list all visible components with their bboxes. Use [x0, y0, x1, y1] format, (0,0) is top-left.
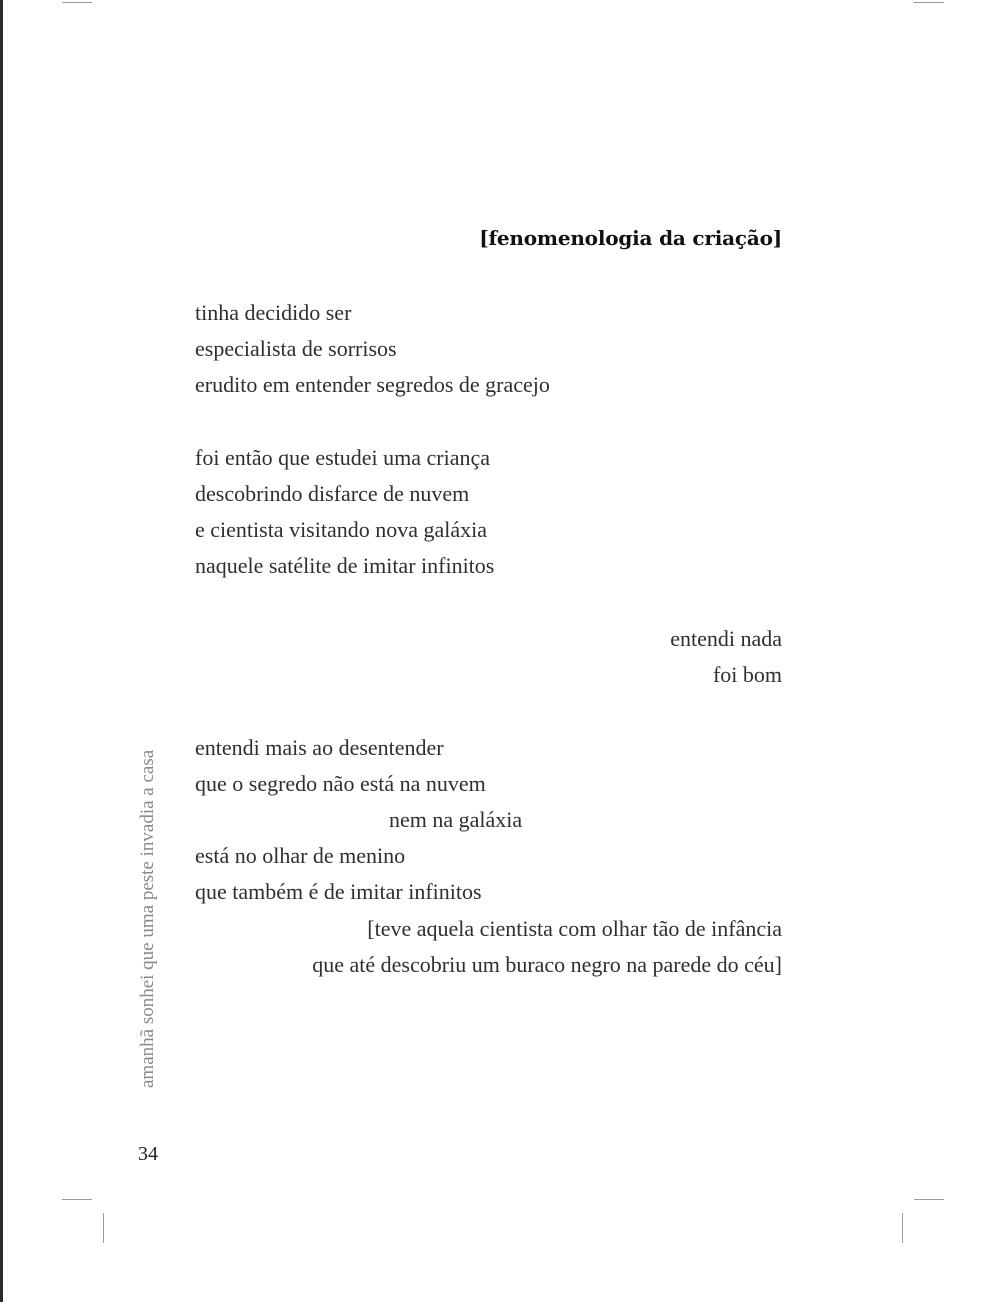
crop-mark [914, 2, 944, 3]
poem-line: que até descobriu um buraco negro na parede do céu] [312, 952, 782, 977]
crop-mark [902, 1213, 903, 1243]
page-edge [0, 0, 3, 1302]
poem-line: naquele satélite de imitar infinitos [195, 553, 495, 578]
poem-line: foi bom [712, 662, 782, 687]
poem-line: entendi nada [670, 626, 782, 651]
running-head: amanhã sonhei que uma peste invadia a casa [137, 749, 158, 1088]
crop-mark [62, 1199, 92, 1200]
poem-line: foi então que estudei uma criança [195, 445, 491, 470]
poem-line: especialista de sorrisos [195, 336, 397, 361]
poem-title: [fenomenologia da criação] [479, 226, 782, 250]
poem-line: tinha decidido ser [195, 300, 352, 325]
poem-line: descobrindo disfarce de nuvem [195, 481, 470, 506]
crop-mark [103, 1213, 104, 1243]
poem-line: que o segredo não está na nuvem [195, 771, 486, 796]
crop-mark [914, 1199, 944, 1200]
poem-line: que também é de imitar infinitos [195, 879, 482, 904]
crop-mark [62, 2, 92, 3]
poem-line: [teve aquela cientista com olhar tão de infância [367, 916, 782, 941]
poem-line: entendi mais ao desentender [195, 735, 444, 760]
poem-line: está no olhar de menino [195, 843, 406, 868]
poem-line: e cientista visitando nova galáxia [195, 517, 488, 542]
poem-line: erudito em entender segredos de gracejo [195, 372, 550, 397]
page-number: 34 [138, 1143, 158, 1165]
poem-line: nem na galáxia [389, 807, 523, 832]
